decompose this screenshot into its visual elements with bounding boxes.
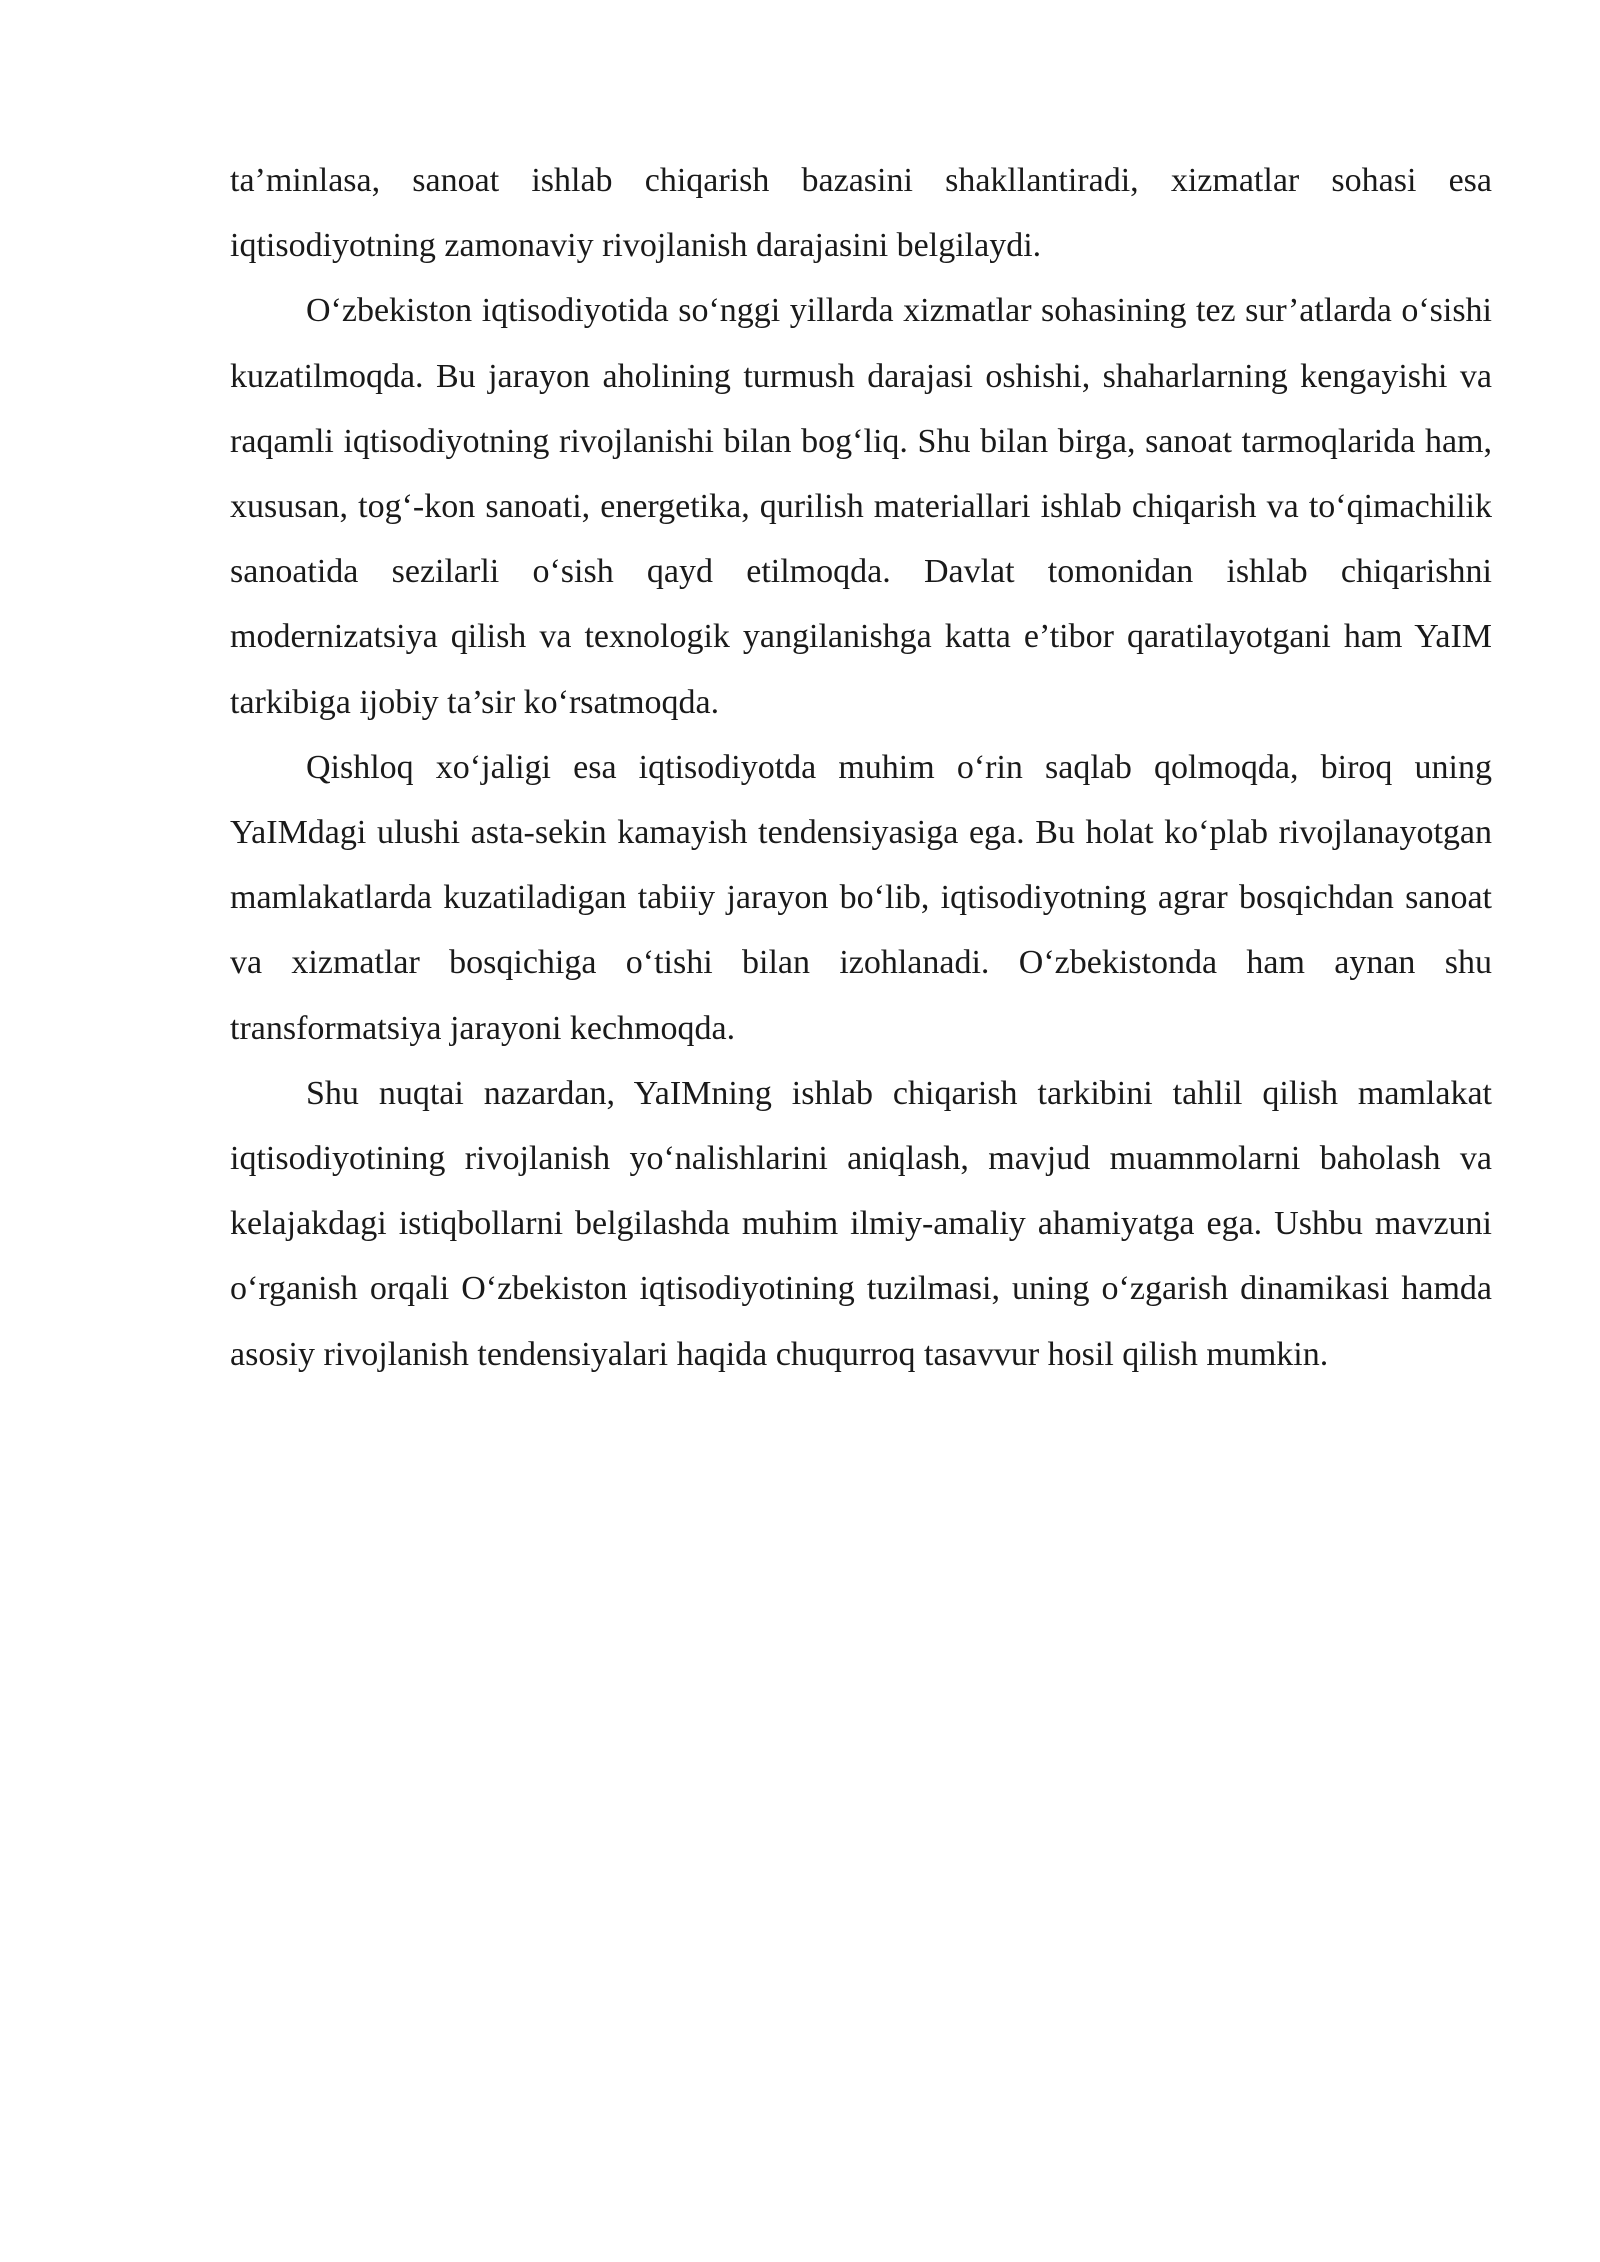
document-body bbox=[230, 148, 1492, 1387]
paragraph-agriculture: Qishloq xo‘jaligi esa iqtisodiyotda muhim o‘rin saqlab qolmoqda, biroq uning YaIMdagi ulushi asta-sekin kamayish tendensiyasiga ega. Bu holat ko‘plab rivojlanayotgan mamlakatlarda kuzatiladigan tabiiy jarayon bo‘lib, iqtisodiyotning agrar bosqichdan sanoat va xizmatlar bosqichiga o‘tishi bilan izohlanadi. O‘zbekistonda ham aynan shu transformatsiya jarayoni kechmoqda. bbox=[230, 748, 1492, 1047]
paragraph-continuation: ta’minlasa, sanoat ishlab chiqarish bazasini shakllantiradi, xizmatlar sohasi esa iqtisodiyotning zamonaviy rivojlanish darajasini belgilaydi. bbox=[230, 162, 1492, 265]
paragraph-services-growth: O‘zbekiston iqtisodiyotida so‘nggi yillarda xizmatlar sohasining tez sur’atlarda o‘sishi kuzatilmoqda. Bu jarayon aholining turmush darajasi oshishi, shaharlarning kengayishi va raqamli iqtisodiyotning rivojlanishi bilan bog‘liq. Shu bilan birga, sanoat tarmoqlarida ham, xususan, tog‘-kon sanoati, energetika, qurilish materiallari ishlab chiqarish va to‘qimachilik sanoatida sezilarli o‘sish qayd etilmoqda. Davlat tomonidan ishlab chiqarishni modernizatsiya qilish va texnologik yangilanishga katta e’tibor qaratilayotgani ham YaIM tarkibiga ijobiy ta’sir ko‘rsatmoqda. bbox=[230, 292, 1492, 721]
paragraph-conclusion: Shu nuqtai nazardan, YaIMning ishlab chiqarish tarkibini tahlil qilish mamlakat iqtisodiyotining rivojlanish yo‘nalishlarini aniqlash, mavjud muammolarni baholash va kelajakdagi istiqbollarni belgilashda muhim ilmiy-amaliy ahamiyatga ega. Ushbu mavzuni o‘rganish orqali O‘zbekiston iqtisodiyotining tuzilmasi, uning o‘zgarish dinamikasi hamda asosiy rivojlanish tendensiyalari haqida chuqurroq tasavvur hosil qilish mumkin. bbox=[230, 1074, 1492, 1373]
